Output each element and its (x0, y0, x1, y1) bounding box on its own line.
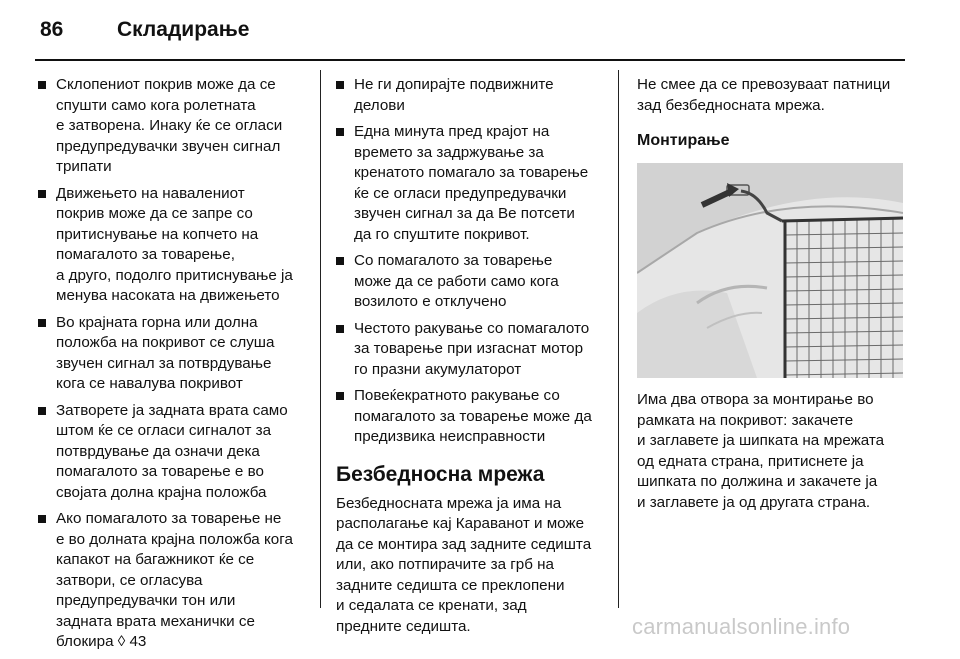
list-item (336, 122, 606, 245)
page-header (0, 0, 960, 60)
watermark: carmanualsonline.info (632, 614, 851, 639)
list-item (38, 509, 304, 653)
list-item (38, 401, 304, 504)
column-3 (637, 75, 905, 513)
list-item-text: Во крајната горна или долна положба на покривот се слуша звучен сигнал за потврдување кога се навалува покривот (56, 313, 275, 392)
section-paragraph: Безбедносната мрежа ја има на располагање кај Караванот и може да се монтира зад задните седишта или, ако потпирачите за грб на задните седишта се преклопени и седалата се кренати, зад предните седишта. (336, 494, 592, 635)
list-item (336, 251, 606, 313)
list-item-text: Склопениот покрив може да се спушти само кога ролетната е затворена. Инаку ќе се огласи предупредувачки звучен сигнал трипати (56, 76, 283, 175)
section-heading: Безбедносна мрежа (336, 462, 545, 486)
page-reference-link[interactable]: 43 (125, 633, 147, 650)
safety-net-illustration (637, 163, 903, 378)
bullet-icon (38, 515, 46, 523)
list-item-text: Една минута пред крајот на времето за задржување за кренатото помагало за товарење ќе се огласи предупредувачки звучен сигнал за да Ве потсети да го спуштите покривот. (354, 123, 589, 243)
list-item (38, 184, 304, 307)
bullet-list (336, 75, 606, 448)
list-item (336, 386, 606, 448)
list-item-text: Со помагалото за товарење може да се работи само кога возилото е отклучено (354, 252, 559, 310)
list-item (336, 75, 606, 116)
bullet-icon (336, 257, 344, 265)
page-number: 86 (40, 18, 64, 41)
list-item (336, 319, 606, 381)
header-divider (35, 59, 905, 61)
list-item-text: Не ги допирајте подвижните делови (354, 76, 554, 114)
bullet-icon (336, 325, 344, 333)
column-divider-2 (618, 70, 619, 608)
bullet-icon (38, 81, 46, 89)
column-divider-1 (320, 70, 321, 608)
list-item-text: Движењето на навалениот покрив може да се запре со притиснување на копчето на помагалото за товарење, а друго, подолго притиснување ја менува насоката на движењето (56, 184, 293, 304)
bullet-icon (336, 392, 344, 400)
column-1 (38, 75, 304, 659)
list-item (38, 313, 304, 395)
list-item-text: Затворете ја задната врата само штом ќе се огласи сигналот за потврдување да означи дека помагалото за товарење е во својата долна крајна положба (56, 401, 288, 501)
intro-paragraph: Не смее да се превозуваат патници зад безбедносната мрежа. (637, 76, 891, 114)
list-item (38, 75, 304, 178)
list-item-text: Повеќекратното ракување со помагалото за товарење може да предизвика неисправности (354, 387, 592, 445)
bullet-icon (336, 81, 344, 89)
bullet-icon (336, 128, 344, 136)
bullet-icon (38, 319, 46, 327)
page-title: Складирање (117, 18, 250, 41)
mounting-paragraph: Има два отвора за монтирање во рамката на покривот: закачете и заглавете ја шипката на мрежата од едната страна, притиснете ја шипката по должина и закачете ја и заглавете ја од другата страна. (637, 391, 885, 511)
bullet-icon (38, 190, 46, 198)
page-reference-icon[interactable]: ◊ (117, 633, 126, 650)
list-item-text: Ако помагалото за товарење не е во долната крајна положба кога капакот на багажникот ќе се затвори, се огласува предупредувачки тон или задната врата механички се блокира (56, 510, 293, 650)
sub-heading: Монтирање (637, 132, 730, 149)
bullet-icon (38, 407, 46, 415)
list-item-text: Честото ракување со помагалото за товарење при изгаснат мотор го празни акумулаторот (354, 319, 590, 378)
column-2 (336, 75, 606, 637)
bullet-list (38, 75, 304, 653)
